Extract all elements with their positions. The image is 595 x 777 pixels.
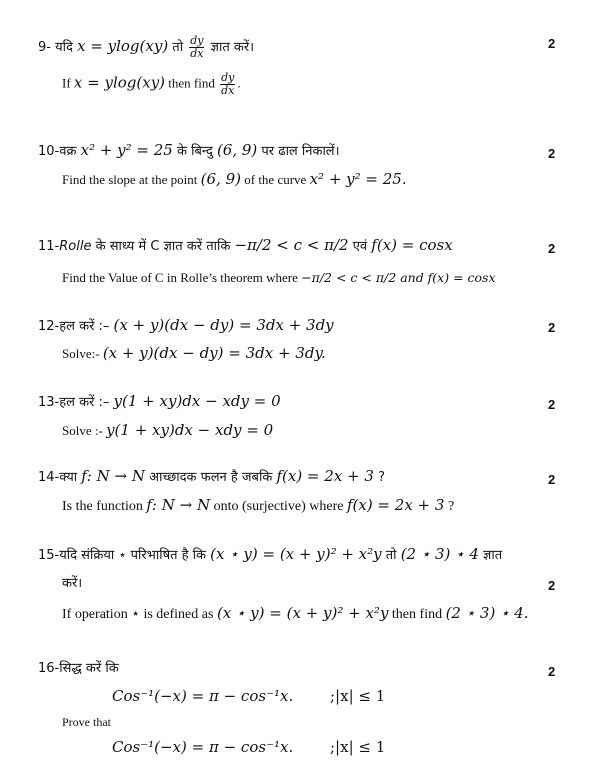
q12-number: 12- [38,319,60,334]
q16-equation-hindi: Cos⁻¹(−x) = π − cos⁻¹x. [112,687,294,705]
q12-hindi-line: 12-हल करें :– (x + y)(dx − dy) = 3dx + 3dy [38,316,334,334]
q16-equation-english: Cos⁻¹(−x) = π − cos⁻¹x. [112,738,294,756]
q14-hindi-line: 14-क्या f: N → N आच्छादक फलन है जबकि f(x) = 2x + 3 ? [38,467,385,485]
q13-english-line: Solve :- y(1 + xy)dx − xdy = 0 [62,421,274,439]
q11-marks: 2 [548,241,556,256]
q9-marks: 2 [548,36,556,51]
q16-condition-english: ;|x| ≤ 1 [330,738,386,756]
q10-hindi-line: 10-वक्र x² + y² = 25 के बिन्दु (6, 9) पर ढाल निकालें। [38,141,340,159]
q11-number: 11- [38,239,60,254]
q16-condition-hindi: ;|x| ≤ 1 [330,687,386,705]
q9-english-line: If x = ylog(xy) then find $\frac{dy}{dx}$ . [62,71,241,97]
q11-english-line: Find the Value of C in Rolle’s theorem where −π/2 < c < π/2 and f(x) = cosx [62,270,496,285]
q10-english-line: Find the slope at the point (6, 9) of the curve x² + y² = 25. [62,170,407,188]
q9-derivative: $\frac{dy}{dx}$ [190,34,204,60]
q15-hindi-line: 15-यदि संक्रिया ⋆ परिभाषित है कि (x ⋆ y) = (x + y)² + x²y तो (2 ⋆ 3) ⋆ 4 ज्ञात [38,545,503,563]
q9-number: 9- [38,40,51,55]
q15-marks: 2 [548,578,556,593]
q15-hindi-line-2: करें। [62,576,83,591]
q14-english-line: Is the function f: N → N onto (surjective) where f(x) = 2x + 3 ? [62,496,455,514]
q10-marks: 2 [548,146,556,161]
q15-number: 15- [38,548,60,563]
q13-number: 13- [38,395,60,410]
q12-english-line: Solve:- (x + y)(dx − dy) = 3dx + 3dy. [62,344,326,362]
q16-english-line: Prove that [62,715,111,729]
q13-marks: 2 [548,397,556,412]
q10-number: 10- [38,144,60,159]
q9-hindi-line: 9- यदि x = ylog(xy) तो $\frac{dy}{dx}$ ज्ञात करें। [38,34,255,60]
q16-number: 16- [38,661,60,676]
q16-marks: 2 [548,664,556,679]
q16-hindi-line: 16-सिद्ध करें कि [38,661,119,676]
q9-equation: x = ylog(xy) [77,37,169,55]
q15-english-line: If operation ⋆ is defined as (x ⋆ y) = (x + y)² + x²y then find (2 ⋆ 3) ⋆ 4. [62,604,529,622]
q14-marks: 2 [548,472,556,487]
q12-marks: 2 [548,320,556,335]
q13-hindi-line: 13-हल करें :– y(1 + xy)dx − xdy = 0 [38,392,281,410]
q11-hindi-line: 11-Rolle के साध्य में C ज्ञात करें ताकि −π/2 < c < π/2 एवं f(x) = cosx [38,236,453,254]
q14-number: 14- [38,470,60,485]
